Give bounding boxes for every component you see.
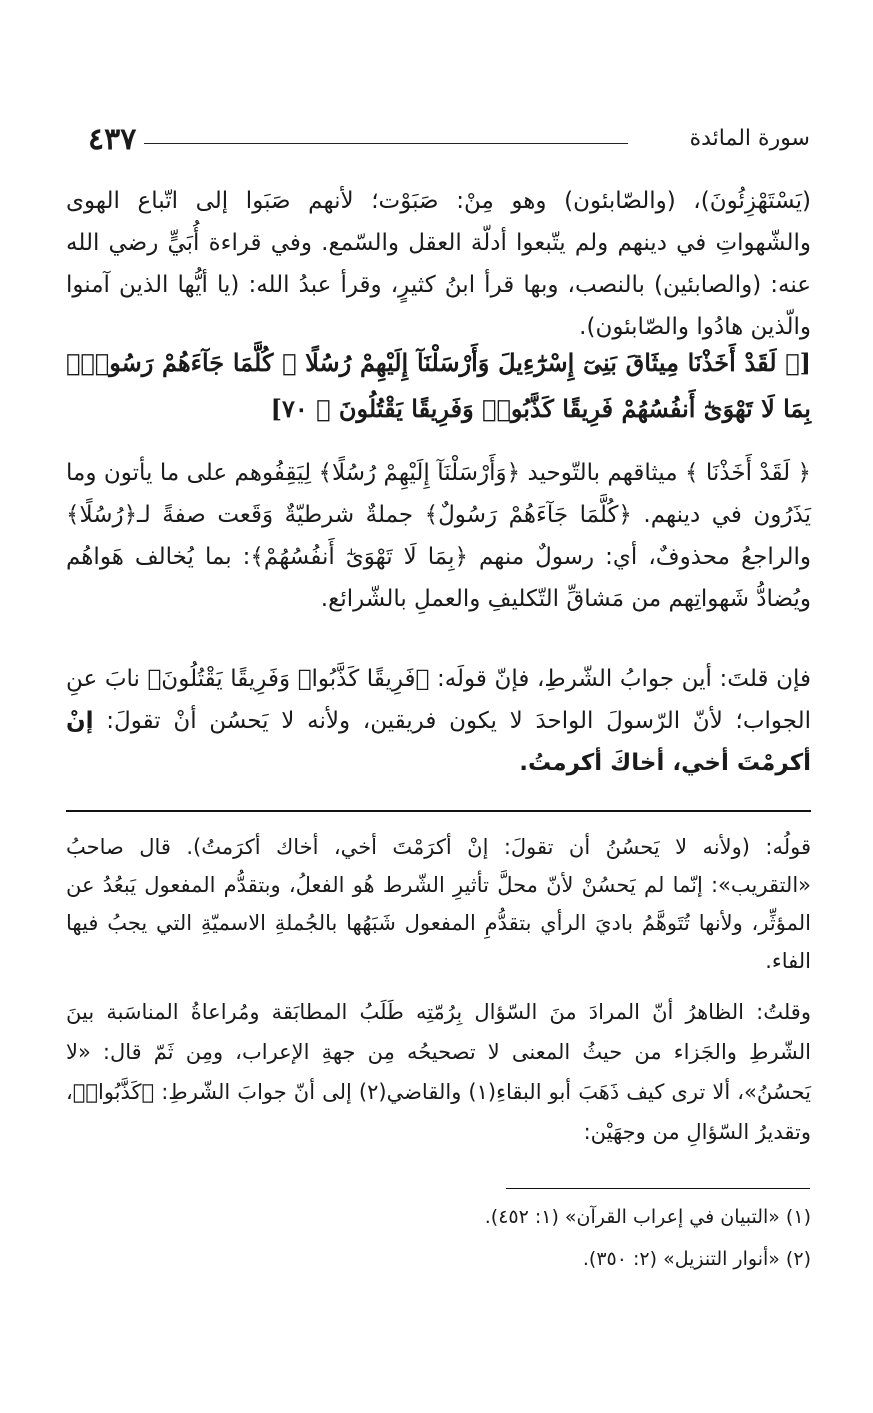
header-rule	[144, 143, 628, 144]
footnote-1: (١) «التبيان في إعراب القرآن» (١: ٤٥٢).	[484, 1206, 811, 1228]
main-paragraph-1	[66, 180, 811, 348]
surah-title: سورة المائدة	[689, 126, 810, 151]
main-paragraph-2	[66, 452, 811, 620]
quran-verse: [﴿ لَقَدْ أَخَذْنَا مِيثَاقَ بَنِىٓ إِسْرَٰٓءِيلَ وَأَرْسَلْنَآ إِلَيْهِمْ رُسُلًا ۖ كُلَّمَا جَآءَهُمْ رَسُولٌۢ بِمَا لَا تَهْوَىٰٓ أَنفُسُهُمْ فَرِيقًا كَذَّبُوا۟ وَفَرِيقًا يَقْتُلُونَ ﴾ ٧٠]	[66, 348, 811, 423]
commentary-paragraph-2	[66, 992, 811, 1152]
footnote-2: (٢) «أنوار التنزيل» (٢: ٣٥٠).	[582, 1248, 811, 1270]
page-header	[88, 122, 810, 162]
commentary-paragraph-1	[66, 828, 811, 980]
main-paragraph-3-text	[66, 658, 811, 784]
main-paragraph-2-text: ﴿ لَقَدْ أَخَذْنَا ﴾ ميثاقهم بالتّوحيد ﴿وَأَرْسَلْنَآ إِلَيْهِمْ رُسُلًا﴾ لِيَقِفُوهم على ما يأتون وما يَذَرُون في دينهم. ﴿كُلَّمَا جَآءَهُمْ رَسُولٌ﴾ جملةٌ شرطيّةٌ وَقَعت صفةً لـ﴿رُسُلًا﴾ والراجعُ محذوفٌ، أي: رسولٌ منهم ﴿بِمَا لَا تَهْوَىٰٓ أَنفُسُهُمْ﴾: بما يُخالف هَواهُم ويُضادُّ شَهواتِهم من مَشاقِّ التّكليفِ والعملِ بالشّرائع.	[66, 460, 811, 612]
commentary-paragraph-1-text: قولُه: (ولأنه لا يَحسُنُ أن تقولَ: إنْ أكرَمْتَ أخي، أخاك أكرَمتُ). قال صاحبُ «التقريب»: إنّما لم يَحسُنْ لأنّ محلَّ تأثيرِ الشّرط هُو الفعلُ، وبتقدُّم المفعول يَبعُدُ عن المؤثِّر، ولأنها تُتَوهَّمُ باديَ الرأي بتقدُّمِ المفعول شَبَهُها بالجُملةِ الاسميّةِ التي يجبُ فيها الفاء.	[66, 835, 811, 973]
main-paragraph-1-text: (يَسْتَهْزِئُونَ)، (والصّابئون) وهو مِنْ: صَبَوْت؛ لأنهم صَبَوا إلى اتّباع الهوى والشّهواتِ في دينهم ولم يتّبعوا أدلّة العقل والسّمع. وفي قراءة أُبَيٍّ رضي الله عنه: (والصابئين) بالنصب، وبها قرأ ابنُ كثيرٍ، وقرأ عبدُ الله: (يا أيُّها الذين آمنوا والّذين هادُوا والصّابئون).	[66, 188, 811, 340]
page-number: ٤٣٧	[88, 122, 137, 157]
main-paragraph-3-body: فإن قلتَ: أين جوابُ الشّرطِ، فإنّ قولَه: ﴿فَرِيقًا كَذَّبُوا۟ وَفَرِيقًا يَقْتُلُونَ﴾ نابَ عنِ الجواب؛ لأنّ الرّسولَ الواحدَ لا يكون فريقين، ولأنه لا يَحسُن أنْ تقولَ:	[66, 666, 812, 734]
commentary-divider	[66, 810, 811, 812]
commentary-paragraph-2-text: وقلتُ: الظاهرُ أنّ المرادَ منَ السّؤال بِرُمّتِه طَلَبُ المطابَقة ومُراعاةُ المناسَبة بينَ الشّرطِ والجَزاء من حيثُ المعنى لا تصحيحُه مِن جهةِ الإعراب، ومِن ثَمّ قال: «لا يَحسُنُ»، ألا ترى كيف ذَهَبَ أبو البقاءِ(١) والقاضي(٢) إلى أنّ جوابَ الشّرطِ: ﴿كَذَّبُوا۟﴾، وتقديرُ السّؤالِ من وجهَيْن:	[66, 1000, 811, 1144]
footnote-divider	[506, 1188, 810, 1189]
main-paragraph-3	[66, 658, 811, 784]
main-paragraph-3-bold: إنْ أكرمْتَ أخي، أخاكَ أكرمتُ.	[66, 708, 811, 776]
